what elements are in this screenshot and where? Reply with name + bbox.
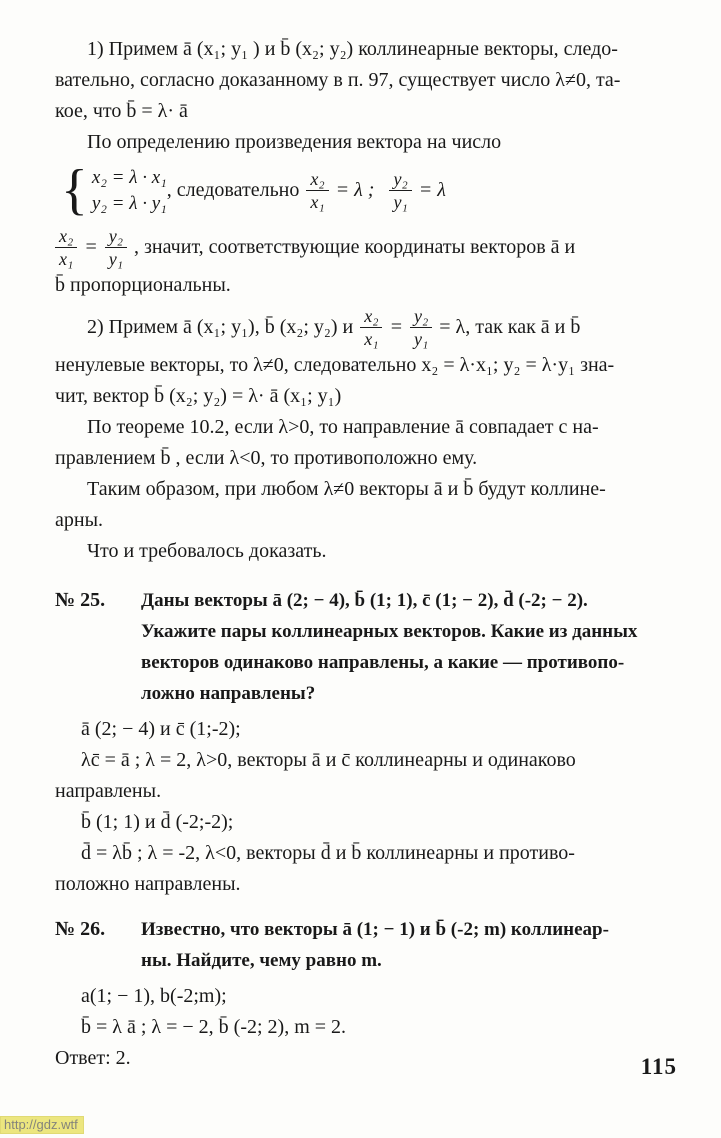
text-line: 1) Примем ā (x₁; y₁ ) и b̄ (x₂; y₂) коллинеарные векторы, следо-	[87, 38, 618, 60]
statement-line: Укажите пары коллинеарных векторов. Какие из данных	[141, 621, 638, 642]
problem-26-label: № 26.	[55, 918, 106, 940]
solution-line: λc̄ = ā ; λ = 2, λ>0, векторы ā и c̄ коллинеарны и одинаково	[81, 749, 576, 771]
solution-line: b̄ = λ ā ; λ = − 2, b̄ (-2; 2), m = 2.	[81, 1016, 347, 1038]
problem-25	[55, 585, 691, 709]
fraction-denominator: y₁	[108, 249, 123, 269]
equation-system-row	[55, 161, 691, 219]
proportion-row	[55, 226, 691, 269]
equation-system	[92, 166, 167, 215]
equals-sign: =	[389, 316, 403, 338]
system-equation-1: x₂ = λ · x₁	[91, 166, 167, 188]
statement-line: Известно, что векторы ā (1; − 1) и b̄ (-2; m) коллинеар-	[141, 919, 609, 940]
proof-part1-paragraph	[55, 34, 691, 158]
text-line: чит, вектор b̄ (x₂; y₂) = λ· ā (x₁; y₁)	[55, 385, 342, 407]
solution-26	[55, 981, 691, 1074]
solution-line: ā (2; − 4) и c̄ (1;-2);	[81, 718, 241, 740]
proportion-continuation-line: b̄ пропорциональны.	[55, 274, 231, 296]
proof-part2-paragraph	[55, 350, 691, 567]
conclusion-line: Таким образом, при любом λ≠0 векторы ā и b̄ будут коллине-	[87, 478, 606, 500]
statement-line: ложно направлены?	[141, 683, 316, 704]
problem-25-statement	[141, 585, 637, 709]
fraction-numerator: x₂	[306, 169, 328, 191]
solution-line: направлены.	[55, 780, 162, 802]
text-line: правлением b̄ , если λ<0, то противоположно ему.	[55, 447, 478, 469]
fraction-numerator: x₂	[360, 306, 382, 328]
answer-line: Ответ: 2.	[55, 1047, 131, 1069]
statement-line: Даны векторы ā (2; − 4), b̄ (1; 1), c̄ (1; − 2), d̄ (-2; − 2).	[141, 590, 588, 611]
fraction-denominator: y₁	[413, 329, 429, 349]
solution-line: a(1; − 1), b(-2;m);	[81, 985, 227, 1007]
solution-line: b̄ (1; 1) и d̄ (-2;-2);	[81, 811, 234, 833]
problem-25-label: № 25.	[55, 589, 106, 611]
equals-lambda: = λ ;	[335, 178, 375, 201]
fraction-denominator: x₁	[59, 249, 74, 269]
fraction-y2-y1	[105, 226, 127, 269]
equals-sign: =	[84, 236, 98, 258]
fraction-denominator: x₁	[310, 191, 325, 212]
solution-line: d̄ = λb̄ ; λ = -2, λ<0, векторы d̄ и b̄ коллинеарны и противо-	[81, 842, 575, 864]
fraction-numerator: y₂	[389, 169, 411, 191]
theorem-reference-line: По теореме 10.2, если λ>0, то направление ā совпадает с на-	[87, 416, 599, 438]
text-line: ненулевые векторы, то λ≠0, следовательно x₂ = λ·x₁; y₂ = λ·y₁ зна-	[55, 354, 615, 376]
qed-line: Что и требовалось доказать.	[87, 540, 327, 562]
status-bar-url: http://gdz.wtf	[0, 1116, 84, 1134]
text-line: арны.	[55, 509, 104, 531]
fraction-x2-x1	[55, 226, 77, 269]
fraction-denominator: y₁	[393, 191, 408, 212]
fraction-x2-x1	[306, 169, 328, 212]
statement-line: ны. Найдите, чему равно m.	[141, 950, 382, 971]
system-tail-text: , следовательно	[166, 178, 300, 201]
fraction-numerator: x₂	[55, 226, 77, 248]
problem-26-statement	[141, 914, 609, 976]
text-line: вательно, согласно доказанному в п. 97, существует число λ≠0, та-	[55, 69, 621, 91]
system-equation-2: y₂ = λ · y₁	[91, 192, 167, 214]
part2-tail-text: = λ, так как ā и b̄	[439, 316, 581, 338]
equals-lambda: = λ	[418, 178, 446, 201]
fraction-denominator: x₁	[364, 329, 379, 349]
text-line: кое, что b̄ = λ· ā	[55, 100, 188, 122]
statement-line: векторов одинаково направлены, а какие — противопо-	[141, 652, 625, 673]
system-brace: {	[61, 159, 88, 221]
definition-line: По определению произведения вектора на число	[87, 131, 502, 153]
solution-25	[55, 714, 691, 900]
page-number: 115	[640, 1054, 677, 1079]
fraction-numerator: y₂	[410, 306, 432, 328]
part2-pre-text: 2) Примем ā (x₁; y₁), b̄ (x₂; y₂) и	[87, 316, 354, 338]
problem-26	[55, 914, 691, 976]
solution-line: положно направлены.	[55, 873, 241, 895]
proportion-tail-text: , значит, соответствующие координаты векторов ā и	[134, 236, 576, 258]
proof-part2-row	[55, 306, 691, 349]
fraction-x2-x1	[360, 306, 382, 349]
fraction-numerator: y₂	[105, 226, 127, 248]
fraction-y2-y1	[389, 169, 411, 212]
fraction-y2-y1	[410, 306, 432, 349]
